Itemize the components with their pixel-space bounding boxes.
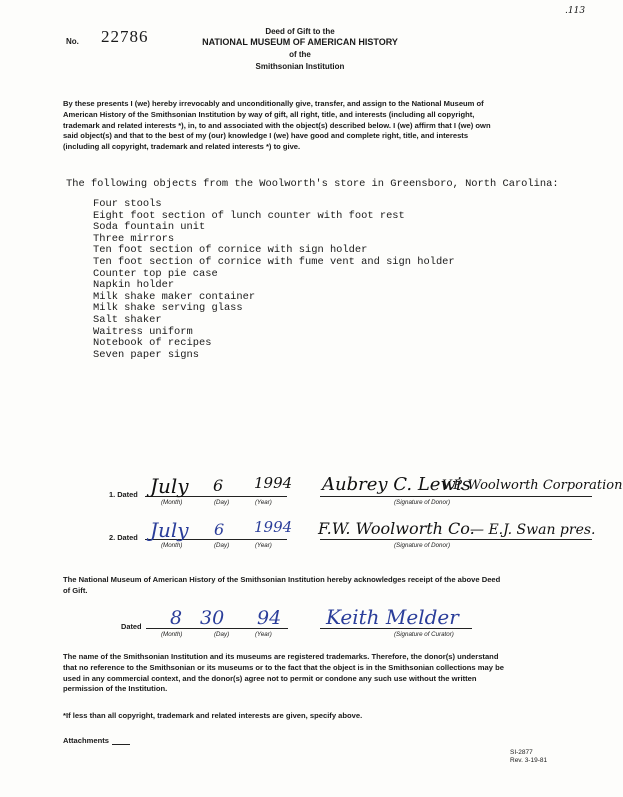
form-code — [510, 749, 547, 765]
dated-2-day: 6 — [214, 520, 225, 539]
signature-1-caption: (Signature of Donor) — [394, 499, 451, 506]
list-item: Eight foot section of lunch counter with foot rest — [93, 209, 405, 222]
dated-3-year-caption: (Year) — [255, 631, 272, 638]
list-item: Three mirrors — [93, 232, 175, 245]
header-line-3: of the — [289, 50, 311, 59]
trademark-line: used in any commercial context, and the donor(s) agree not to permit or condone any such use without the written — [63, 673, 477, 683]
dated-1-year: 1994 — [254, 474, 293, 492]
list-item: Ten foot section of cornice with fume vent and sign holder — [93, 255, 455, 268]
header-line-1: Deed of Gift to the — [265, 27, 335, 36]
intro-line: (including all copyright, trademark and related interests *) to give. — [63, 142, 301, 152]
form-number: SI-2877 — [510, 749, 533, 756]
intro-line: By these presents I (we) hereby irrevocably and unconditionally give, transfer, and assign to the National Museum of — [63, 99, 484, 108]
dated-3-label: Dated — [121, 622, 142, 631]
list-item: Salt shaker — [93, 313, 162, 326]
footnote: *If less than all copyright, trademark and related interests are given, specify above. — [63, 711, 363, 720]
deed-number: 22786 — [101, 27, 149, 46]
dated-1-label: 1. Dated — [109, 490, 138, 499]
trademark-line: The name of the Smithsonian Institution and its museums are registered trademarks. Therefore, the donor(s) understand — [63, 652, 499, 661]
dated-2-year-caption: (Year) — [255, 542, 272, 549]
dated-2-year: 1994 — [254, 518, 293, 536]
dated-2-month: July — [150, 518, 189, 542]
signature-2-line — [320, 539, 592, 540]
dated-3-year: 94 — [257, 607, 282, 629]
dated-2-day-caption: (Day) — [214, 542, 230, 549]
dated-1-month-caption: (Month) — [161, 499, 183, 506]
intro-paragraph — [63, 99, 603, 153]
list-item: Ten foot section of cornice with sign holder — [93, 244, 368, 257]
attachments-label: Attachments — [63, 736, 109, 745]
signature-3-caption: (Signature of Curator) — [394, 631, 454, 638]
form-revision: Rev. 3-19-81 — [510, 757, 548, 764]
signature-2-caption: (Signature of Donor) — [394, 542, 451, 549]
objects-intro: The following objects from the Woolworth's store in Greensboro, North Carolina: — [66, 178, 559, 190]
trademark-paragraph — [63, 652, 603, 695]
trademark-line: permission of the Institution. — [63, 684, 168, 694]
list-item: Waitress uniform — [93, 325, 193, 338]
signature-2: F.W. Woolworth Co. — [318, 519, 475, 538]
dated-3-day-caption: (Day) — [214, 631, 230, 638]
acknowledgement-paragraph — [63, 575, 603, 597]
number-label: No. — [66, 37, 79, 46]
dated-1-day: 6 — [213, 476, 224, 495]
signature-1-note: V.P. Woolworth Corporation — [442, 478, 623, 493]
trademark-line: that no reference to the Smithsonian or its museums or to the fact that the object is in the Smithsonian collections may be — [63, 662, 504, 672]
signature-3: Keith Melder — [326, 605, 459, 629]
header-line-4: Smithsonian Institution — [255, 62, 345, 71]
list-item: Milk shake maker container — [93, 290, 256, 303]
dated-1-month: July — [150, 474, 189, 498]
acknowledgement-line: of Gift. — [63, 585, 88, 595]
intro-line: trademark and related interests *), in, to and associated with the object(s) described below. I (we) affirm that I (we) own — [63, 120, 491, 130]
list-item: Soda fountain unit — [93, 221, 206, 234]
list-item: Counter top pie case — [93, 267, 218, 280]
signature-1: Aubrey C. Lewis — [322, 474, 471, 495]
dated-3-month: 8 — [170, 607, 183, 629]
dated-1-day-caption: (Day) — [214, 499, 230, 506]
signature-2-note: — E.J. Swan pres. — [470, 522, 596, 538]
intro-line: American History of the Smithsonian Institution by way of gift, all right, title, and interests (including all copyright, — [63, 109, 475, 119]
dated-3-month-caption: (Month) — [161, 631, 183, 638]
dated-3-day: 30 — [200, 607, 225, 629]
signature-1-line — [320, 496, 592, 497]
dated-2-month-caption: (Month) — [161, 542, 183, 549]
objects-list — [93, 199, 455, 361]
acknowledgement-line: The National Museum of American History of the Smithsonian Institution hereby acknowledges receipt of the above Deed — [63, 575, 501, 584]
dated-1-year-caption: (Year) — [255, 499, 272, 506]
attachments-line — [112, 744, 130, 745]
list-item: Napkin holder — [93, 279, 175, 292]
list-item: Four stools — [93, 198, 162, 210]
header-line-2: NATIONAL MUSEUM OF AMERICAN HISTORY — [202, 37, 398, 47]
dated-2-label: 2. Dated — [109, 533, 138, 542]
intro-line: said object(s) and that to the best of my (our) knowledge I (we) have good and complete right, title, and interests — [63, 131, 469, 141]
list-item: Seven paper signs — [93, 348, 200, 361]
list-item: Milk shake serving glass — [93, 302, 243, 315]
list-item: Notebook of recipes — [93, 337, 212, 350]
corner-mark: .113 — [565, 6, 586, 16]
